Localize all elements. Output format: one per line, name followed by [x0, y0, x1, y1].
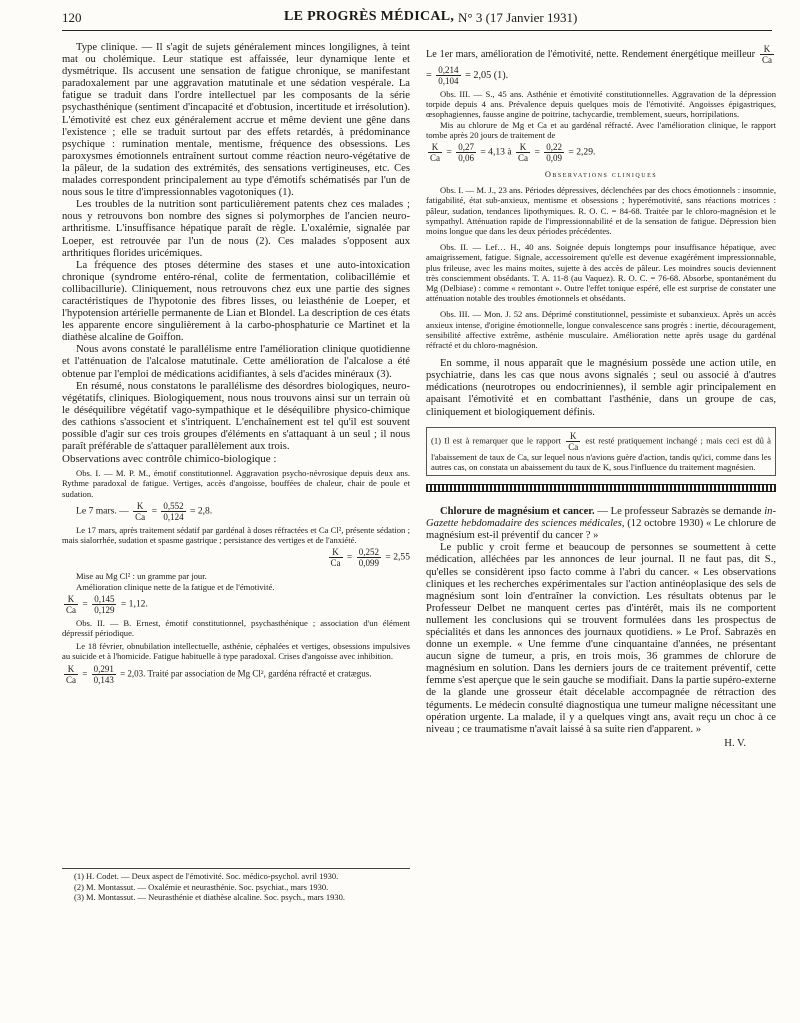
formula-r1: Le 1er mars, amélioration de l'émotivité, nette. Rendement énergétique meilleur $\frac{K}{Ca}$ = $\frac{0,214}{0,104}$ = 2,05 (1).	[426, 44, 773, 86]
obs-1-improvement: Amélioration clinique nette de la fatigue et de l'émotivité.	[76, 581, 275, 592]
ratio-k-ca: $\frac{K}{Ca}$	[66, 663, 76, 685]
ratio-k-ca: $\frac{K}{Ca}$	[135, 500, 146, 522]
article-lead: — Le professeur Sabrazès se demande	[597, 506, 762, 518]
formula-1-result: = 2,8.	[190, 505, 213, 517]
obs-2-detail: Le 18 février, obnubilation intellectuelle, asthénie, céphalées et vertiges, obsessions impulsives au suicide et à l'homicide. Fatigue habituelle à type paradoxal. Crises d'angoisse avec inhibition.	[62, 641, 410, 662]
clinical-obs-1: Obs. I. — M. J., 23 ans. Périodes dépressives, déclenchées par des chocs émotionnels : insomnie, fatigabilité, état sub-anxieux, mentisme et obsessions ; hyperémotivité, sans réactions motrices : pâleur, sudation, tendances lipothymiques. R. O. C. = 84-68. Traitée par le chloro-magnésion et le sympathyl. Atténuation rapide de l'impressionnabilité et de la sensation de fatigue. Dépression bien moins longue que dans les deux périodes précédentes.	[426, 185, 776, 236]
boxed-footnote-end: est resté pratiquement inchangé ; mais ceci est dû à l'abaissement de taux de Ca, sur lequel nous n'avions guère d'action, tandis qu'ici, comme dans les autres cas, on constata un abaissement du taux de K, sous l'influence du traitement magnésien.	[431, 435, 771, 472]
obs-2: Obs. II. — B. Ernest, émotif constitutionnel, psychasthénique ; association d'un élément dépressif périodique.	[62, 617, 410, 638]
journal-title: LE PROGRÈS MÉDICAL,	[284, 9, 455, 24]
section-heading-observations-cliniques: Observations cliniques	[544, 170, 658, 180]
article-signature: H. V.	[724, 737, 746, 749]
ratio-values: $\frac{0,214}{0,104}$	[438, 65, 459, 86]
ratio-k-ca: $\frac{K}{Ca}$	[518, 142, 529, 164]
ratio-values: $\frac{0,27}{0,06}$	[458, 142, 474, 164]
footnote-3: (3) M. Montassut. — Neurasthénie et diathèse alcaline. Soc. psych., mars 1930.	[74, 892, 345, 903]
paragraph-resume: En résumé, nous constatons le parallélisme des désordres biologiques, neuro-végétatifs, cliniques. Biologiquement, nous nous trouvons ainsi sur un terrain où le déséquilibre végétatif vago-sympathique et le déséquilibre physico-chimique des cathions s'associent et s'intriquent. L'enchaînement est tel qu'il est souvent possible d'agir sur ces trois groupes d'éléments en s'attaquant à un seul ; il nous paraît préférable de s'attaquer parallèlement aux trois.	[62, 380, 410, 453]
formula-r2-mid: = 4,13 à	[480, 146, 512, 158]
formula-r1-result: = 2,05 (1).	[465, 69, 509, 81]
section-divider	[426, 484, 776, 492]
article-cancer-intro	[426, 506, 776, 542]
formula-1-date: Le 7 mars. —	[76, 505, 129, 517]
clinical-obs-2: Obs. II. — Lef… H., 40 ans. Soignée depuis longtemps pour insuffisance hépatique, avec amaigrissement, fatigue. Signale, accessoirement qu'elle est devenue exagérément impressionnable, plus frileuse, avec les mains moites, sujette à des accès de pâleur. Les moindres soucis deviennent très consciemment obsédants. T. A. 11-8 (au Vaquez). R. O. C. = 76-68. Absorbe, spontanément du Mg (Delbiase) : comme « remontant ». Outre l'effet tonique espéré, elle est surprise de constater une atténuation notable des troubles émotionnels et obsédants.	[426, 242, 776, 304]
ratio-k-ca: $\frac{K}{Ca}$	[568, 430, 579, 452]
paragraph-alcalose: Nous avons constaté le parallélisme entre l'amélioration clinique quotidienne et l'atténuation de l'alcalose matutinale. Cette amélioration de l'alcalose a été obtenue par l'emploi de médications acidifiantes, à sels d'acides minéraux (3).	[62, 344, 410, 380]
obs-3: Obs. III. — S., 45 ans. Asthénie et émotivité constitutionnelles. Aggravation de la dépression torpide depuis 4 ans. Prévalence depuis quelques mois de l'émotivité. Angoisses épigastriques, œsophagiennes, fausse angine de poitrine, tachycardie, tremblement, sueurs, horripilations.	[426, 89, 776, 120]
article-source: in-Gazette hebdomadaire des sciences médicales,	[426, 506, 776, 530]
article-title: Chlorure de magnésium et cancer.	[440, 506, 595, 518]
ratio-values: $\frac{0,145}{0,129}$	[94, 593, 115, 615]
footnotes	[62, 868, 410, 904]
obs-2-continuation: Le 1er mars, amélioration de l'émotivité, nette. Rendement énergétique meilleur	[426, 48, 756, 60]
page-header	[62, 8, 772, 31]
formula-r2: $\frac{K}{Ca}$ = $\frac{0,27}{0,06}$ = 4,13 à $\frac{K}{Ca}$ = $\frac{0,22}{0,09}$ = 2,29.	[430, 142, 596, 164]
ratio-values: $\frac{0,291}{0,143}$	[93, 663, 114, 685]
formula-3: $\frac{K}{Ca}$ = $\frac{0,145}{0,129}$ = 1,12.	[66, 593, 148, 615]
obs-3-treatment: Mis au chlorure de Mg et Ca et au gardénal réfracté. Avec l'amélioration clinique, le rapport tombe après 20 jours de traitement de	[426, 119, 776, 140]
ratio-values: $\frac{0,252}{0,099}$	[358, 547, 379, 569]
clinical-obs-3: Obs. III. — Mon. J. 52 ans. Déprimé constitutionnel, pessimiste et subanxieux. Après un accès anxieux intense, d'origine émotionnelle, longue convalescence sans progrès : inertie, découragement, sensibilité affective extrême, asthénie musculaire. Amélioration nette après usage du gardénal réfracté et du chloro-magnésion.	[426, 309, 776, 350]
obs-1: Obs. I. — M. P. M., émotif constitutionnel. Aggravation psycho-névrosique depuis deux ans. Rythme paradoxal de fatigue. Vertiges, accès d'angoisse, bouffées de chaleur, chair de poule et sudation.	[62, 468, 410, 499]
ratio-k-ca: $\frac{K}{Ca}$	[330, 547, 341, 569]
ratio-values: $\frac{0,552}{0,124}$	[163, 500, 184, 522]
ratio-k-ca: $\frac{K}{Ca}$	[762, 44, 773, 65]
ratio-values: $\frac{0,22}{0,09}$	[546, 142, 563, 164]
formula-3-result: = 1,12.	[120, 598, 148, 610]
obs-1-followup: Le 17 mars, après traitement sédatif par gardénal à doses réfractées et Ca Cl², présente sédation ; mais sialorrhée, sudation et spasme gastrique ; persistance des vertiges et de l'anxiété.	[62, 524, 410, 546]
formula-2: $\frac{K}{Ca}$ = $\frac{0,252}{0,099}$ = 2,55	[330, 547, 410, 569]
boxed-footnote	[426, 427, 776, 476]
page-number: 120	[62, 10, 82, 25]
paragraph-type-clinique: Type clinique. — Il s'agit de sujets généralement minces longilignes, à teint mat ou cholémique. Leur statique est affaissée, leur dynamique lente et dysmétrique. Ils accusent une sensation de fatigue chronique, se manifestant paradoxalement par une aggravation matutinale et une sédation vespérale. La fatigue se traduit dans l'ordre intellectuel par les composants de la série psychasthénique (sentiment d'incapacité et d'obtusion, incertitude et irrésolution). L'émotivité est chez eux généralement accrue et même devient une gêne dans l'existence ; elle se traduit surtout par des effets retardés, à prédominance psychique : rumination mentale, mentisme, fréquence des obsessions. Les paroxysmes émotionnels entraînent surtout comme réaction neuro-végétative de la pâleur, de la sudation des extrémités, des sensations vertigineuses, etc. Ces malades correspondent principalement au type d'émotifs schématisés par l'un de nous sous le titre d'impressionnables vagotoniques (1).	[62, 42, 410, 199]
ratio-k-ca: $\frac{K}{Ca}$	[430, 142, 440, 164]
formula-4: $\frac{K}{Ca}$ = $\frac{0,291}{0,143}$ = 2,03. Traité par association de Mg Cl², gardéna réfracté et cratægus.	[66, 663, 372, 685]
issue-info: N° 3 (17 Janvier 1931)	[458, 10, 578, 25]
obs-1-treatment: Mise au Mg Cl² : un gramme par jour.	[76, 571, 207, 582]
formula-2-result: = 2,55	[385, 552, 410, 563]
formula-4-result: = 2,03. Traité par association de Mg Cl², gardéna réfracté et cratægus.	[120, 668, 372, 679]
right-column	[426, 42, 776, 750]
footnote-1: (1) H. Codet. — Deux aspect de l'émotivité. Soc. médico-psychol. avril 1930.	[74, 871, 339, 881]
formula-1: Le 7 mars. — $\frac{K}{Ca}$ = $\frac{0,552}{0,124}$ = 2,8.	[76, 500, 213, 522]
article-body: Le public y croit ferme et beaucoup de personnes se soumettent à cette médication, alléchées par les annonces de leur journal. Il ne faut pas, dit S., qu'elles se considèrent ipso facto comme à l'abri du cancer. « Les observations cliniques et les recherches expérimentales sur l'action antinéoplasique des sels de magnésium sont loin d'entraîner la conviction. Les résultats obtenus par le Professeur Delbet ne manquent certes pas d'intérêt, mais ils ne comportent nullement les conclusions qui se trouvent formulées dans les prospectus de spécialités et dans les annonces des journaux quotidiens. » Le Prof. Sabrazès en donne un exemple. « Une femme d'une cinquantaine d'années, ne présentant aucun signe de tumeur, a pris, en trois mois, 36 grammes de chlorure de magnésium en solution. Dans les derniers jours de ce traitement préventif, cette femme s'est aperçue que le sein gauche se modifiait. Dans la partie supéro-externe de la glande une grosseur était décelable accompagnée de rétraction des téguments. Le médecin consulté diagnostiqua une tumeur maligne nécessitant une opération urgente. La malade, il y a quelques vingt ans, avait reçu un choc à ce niveau ; ce traumatisme n'avait laissé à sa suite rien d'apparent. »	[426, 542, 776, 735]
footnote-2: (2) M. Montassut. — Oxalémie et neurasthénie. Soc. psychiat., mars 1930.	[74, 881, 329, 892]
left-column	[62, 42, 410, 687]
summary-paragraph: En somme, il nous apparaît que le magnésium possède une action utile, en psychiatrie, dans les cas que nous avons signalés ; seul ou associé à d'autres médications (neurotropes ou endocriniennes), il semble agir principalement en apaisant l'émotivité et en combattant l'asthénie, dans un groupe de cas, cliniquement et biologiquement définis.	[426, 358, 776, 418]
paragraph-ptoses: La fréquence des ptoses détermine des stases et une auto-intoxication chronique (syndrome entéro-rénal, colite de fermentation, colibacillémie et collibacillurie). Cliniquement, nous retrouvons chez eux une partie des signes caractéristiques de l'hypotonie des fibres lisses, ou leiasthénie de Loeper, et l'hypotension artérielle permanente de Lian et Blondel. La description de ces états les apparente encore singulièrement à la carbo-phosphaturie ce Martinet et la diathèse alcaline de Goiffon.	[62, 259, 410, 344]
article-question: (12 octobre 1930) « Le chlorure de magnésium est-il préventif du cancer ? »	[426, 518, 776, 542]
ratio-k-ca: $\frac{K}{Ca}$	[66, 593, 76, 615]
observations-intro: Observations avec contrôle chimico-biologique :	[62, 453, 277, 466]
formula-r2-result: = 2,29.	[568, 146, 596, 158]
paragraph-nutrition: Les troubles de la nutrition sont particulièrement patents chez ces malades ; nous y retrouvons bon nombre des signes si polymorphes de l'ancien neuro-arthritisme. L'insuffisance hépatique paraît de règle. L'oxalémie, signalée par Loeper, est retrouvée par l'un de nous (2). Ces malades s'opposent aux arthritiques florides uricémiques.	[62, 199, 410, 259]
boxed-footnote-start: (1) Il est à remarquer que le rapport	[431, 435, 561, 446]
